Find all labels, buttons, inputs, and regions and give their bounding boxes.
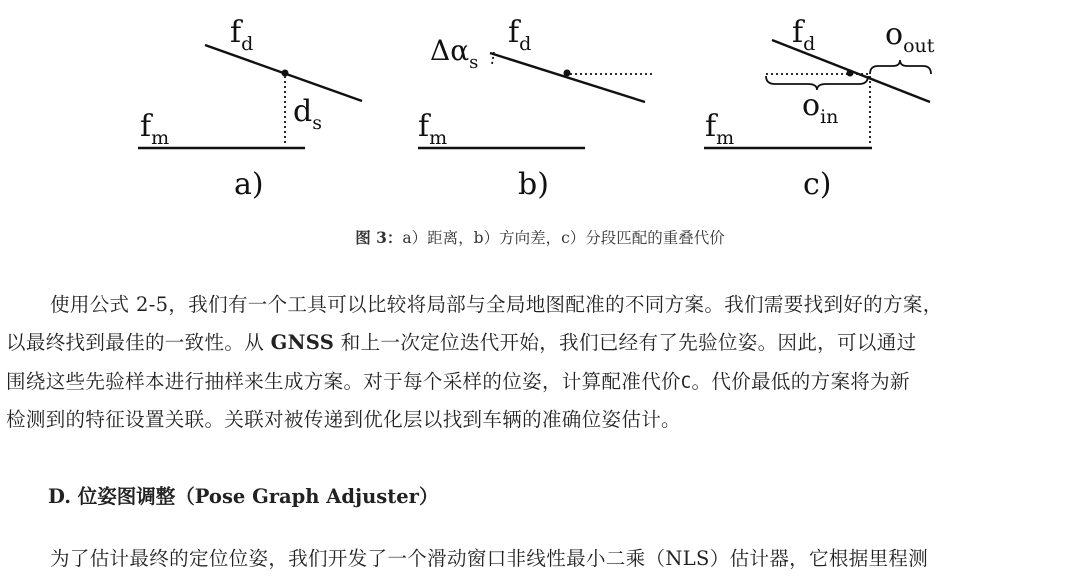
svg-text:fm: $f_m$ xyxy=(705,109,735,149)
fd-line xyxy=(490,53,645,102)
figure-caption xyxy=(0,226,1080,248)
svg-text:fd: $f_d$ xyxy=(508,15,532,55)
paragraph-2-line-1: 为了估计最终的定位位姿，我们开发了一个滑动窗口非线性最小二乘（NLS）估计器，它根据里程测 xyxy=(50,547,929,570)
svg-text:fd: $f_d$ xyxy=(230,15,254,55)
o-out-brace xyxy=(870,60,931,74)
paragraph-1-line-3: 围绕这些先验样本进行抽样来生成方案。对于每个采样的位姿，计算配准代价C。代价最低的方案将为新 xyxy=(6,370,910,393)
caption-number: 图 3： xyxy=(355,228,403,247)
svg-text:Δαs: $\Delta\alpha_s$ xyxy=(430,34,479,73)
gnss-term: GNSS xyxy=(270,331,335,354)
midpoint-dot xyxy=(564,70,571,77)
caption-text: a）距离，b）方向差，c）分段匹配的重叠代价 xyxy=(402,229,725,247)
paragraph-1-line-4: 检测到的特征设置关联。关联对被传递到优化层以找到车辆的准确位姿估计。 xyxy=(6,408,681,431)
midpoint-dot xyxy=(282,70,289,77)
svg-text:oin: $o_{in}$ xyxy=(802,88,839,128)
panel-c-label: c) xyxy=(803,167,832,202)
panel-a xyxy=(138,15,362,202)
panel-b xyxy=(418,15,652,202)
cost-symbol: C xyxy=(680,373,692,393)
svg-text:fm: $f_m$ xyxy=(140,109,170,149)
panel-a-label: a) xyxy=(234,167,264,202)
svg-text:fm: $f_m$ xyxy=(418,109,448,149)
figure-3 xyxy=(0,0,1080,215)
panel-c xyxy=(704,15,935,202)
paragraph-1-line-2: 以最终找到最佳的一致性。从 GNSS 和上一次定位迭代开始，我们已经有了先验位姿。因此，可以通过 xyxy=(6,331,917,354)
midpoint-dot xyxy=(847,70,854,77)
paragraph-1-line-1: 使用公式 2-5，我们有一个工具可以比较将局部与全局地图配准的不同方案。我们需要找到好的方案， xyxy=(50,293,943,316)
section-heading: D. 位姿图调整（Pose Graph Adjuster） xyxy=(48,485,439,508)
svg-text:fd: $f_d$ xyxy=(792,15,816,55)
panel-b-label: b) xyxy=(518,167,549,202)
svg-text:ds: $d_s$ xyxy=(293,94,322,134)
svg-text:oout: $o_{out}$ xyxy=(885,17,935,57)
